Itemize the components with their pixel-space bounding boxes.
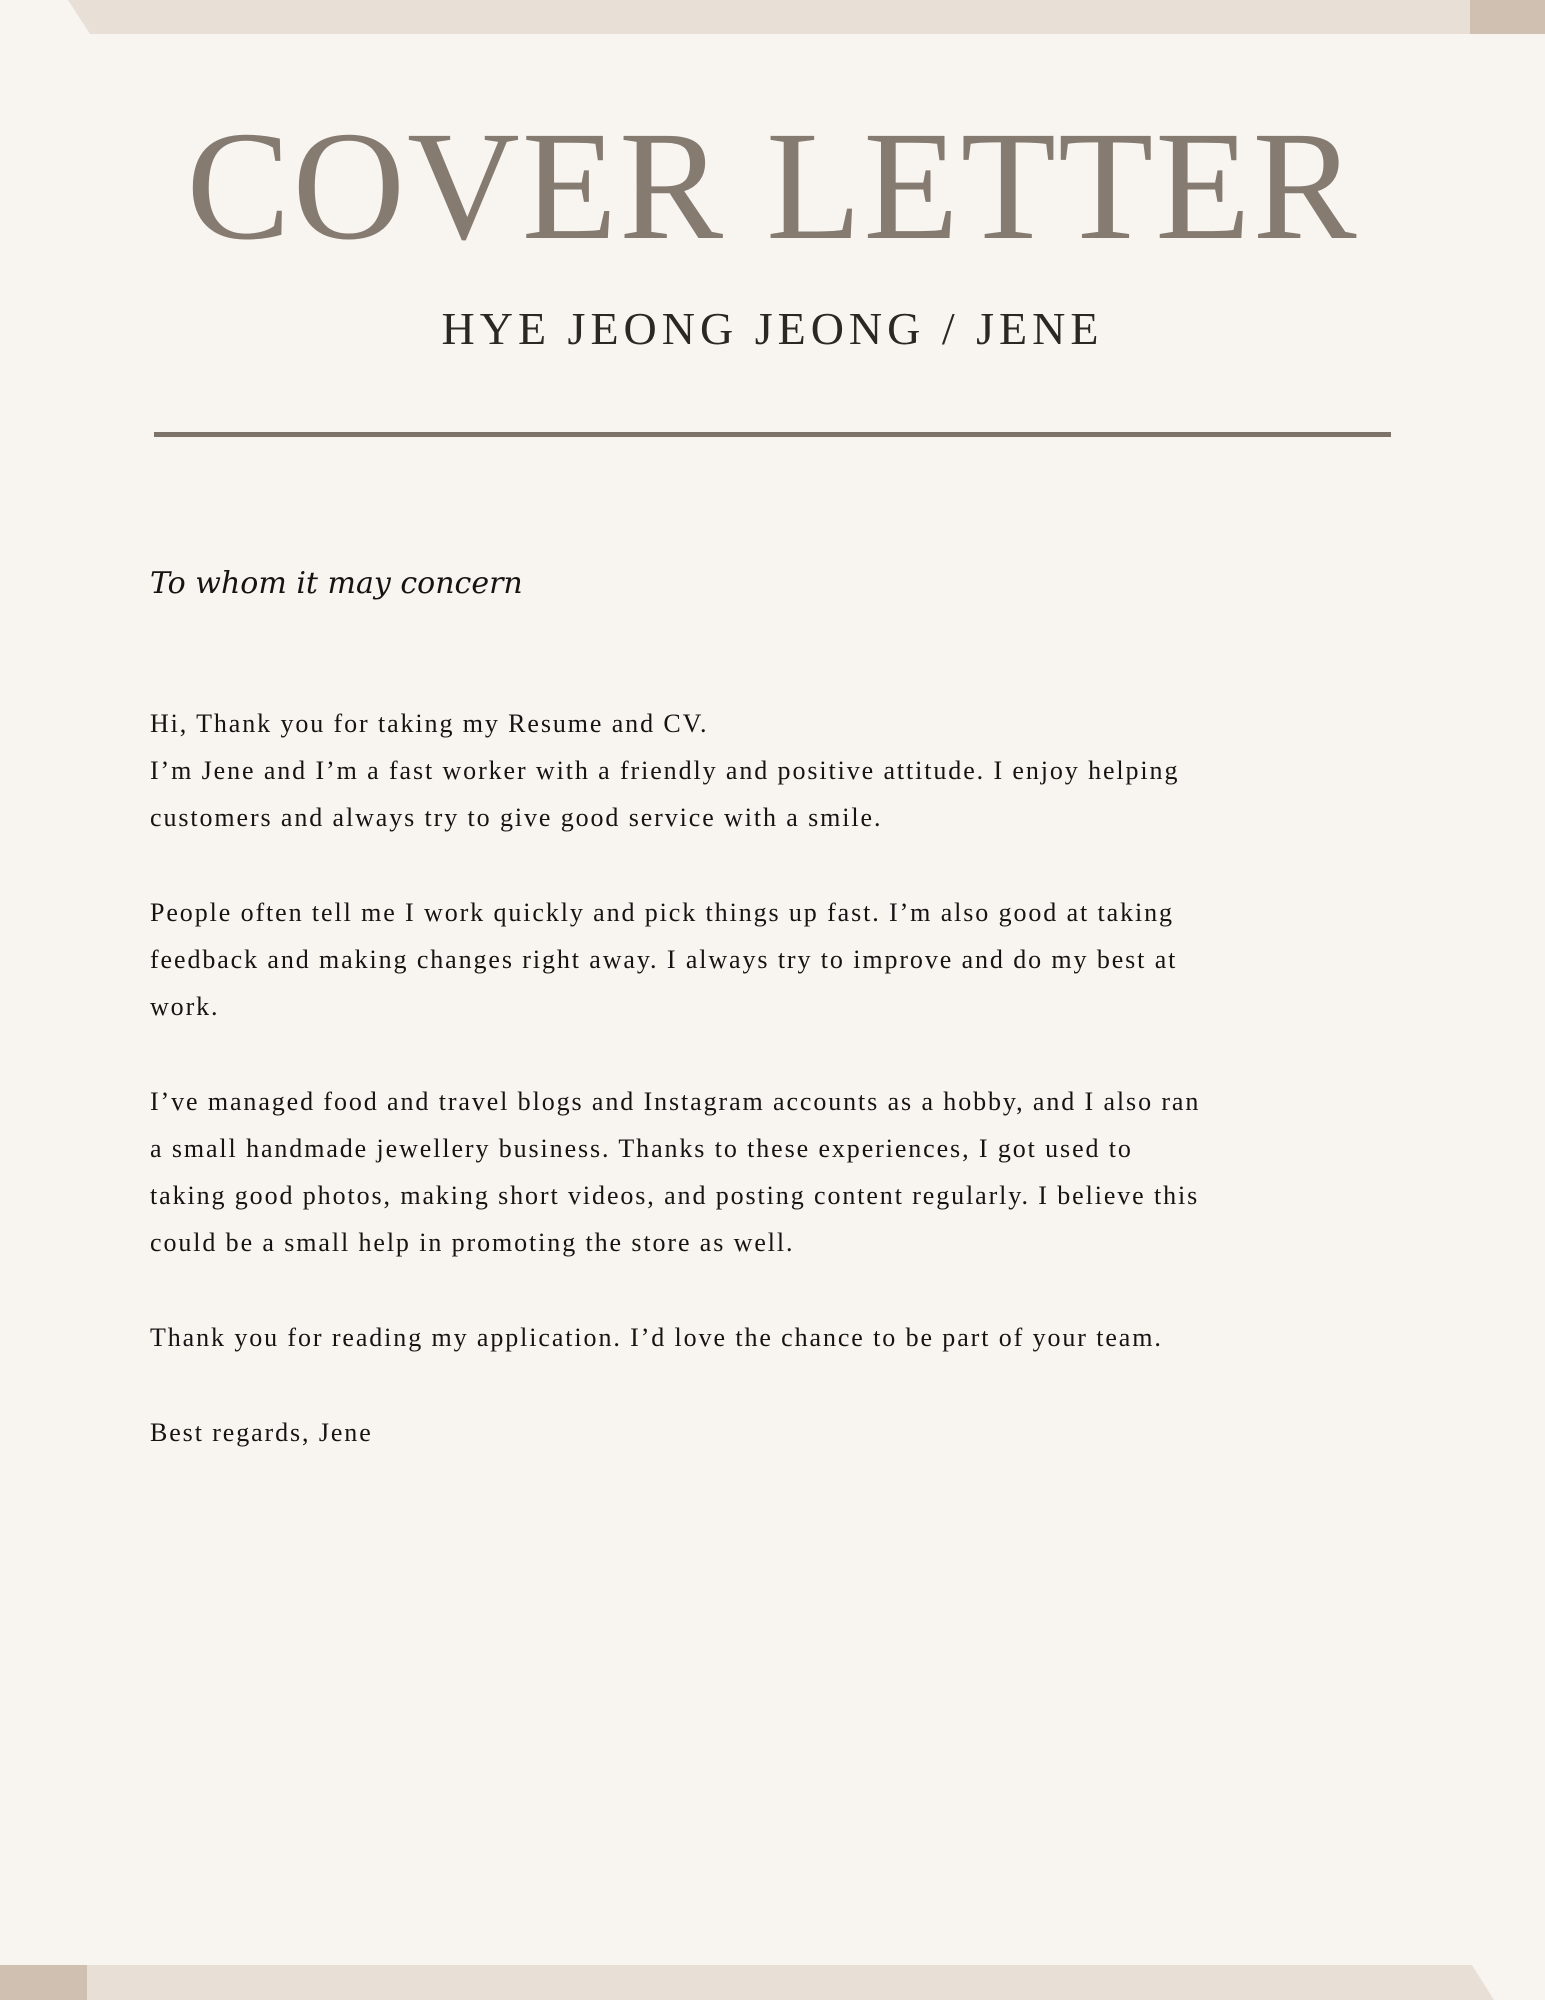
text-line: Best regards, Jene xyxy=(150,1418,373,1447)
paragraph-strengths xyxy=(150,889,1400,1030)
paragraph-thanks xyxy=(150,1314,1400,1361)
text-line: feedback and making changes right away. I always try to improve and do my best at xyxy=(150,945,1178,974)
text-line: taking good photos, making short videos, and posting content regularly. I believe this xyxy=(150,1181,1200,1210)
top-right-accent-block xyxy=(1470,0,1545,34)
text-line: customers and always try to give good service with a smile. xyxy=(150,803,883,832)
header-divider xyxy=(154,432,1391,437)
paragraph-intro xyxy=(150,700,1400,841)
letter-body xyxy=(150,700,1400,1504)
text-line: I’m Jene and I’m a fast worker with a friendly and positive attitude. I enjoy helping xyxy=(150,756,1180,785)
applicant-name: HYE JEONG JEONG / JENE xyxy=(441,303,1104,354)
text-line: a small handmade jewellery business. Thanks to these experiences, I got used to xyxy=(150,1134,1133,1163)
text-line: Thank you for reading my application. I’d love the chance to be part of your team. xyxy=(150,1323,1163,1352)
text-line: could be a small help in promoting the store as well. xyxy=(150,1228,795,1257)
paragraph-experience xyxy=(150,1078,1400,1266)
text-line: work. xyxy=(150,992,220,1021)
salutation: To whom it may concern xyxy=(150,566,523,601)
text-line: People often tell me I work quickly and pick things up fast. I’m also good at taking xyxy=(150,898,1174,927)
text-line: I’ve managed food and travel blogs and Instagram accounts as a hobby, and I also ran xyxy=(150,1087,1201,1116)
text-line: Hi, Thank you for taking my Resume and CV. xyxy=(150,709,709,738)
bottom-left-accent-block xyxy=(0,1965,87,2000)
top-decorative-band xyxy=(68,0,1470,34)
sign-off xyxy=(150,1409,1400,1456)
page-title: COVER LETTER xyxy=(186,99,1359,272)
bottom-decorative-band xyxy=(87,1965,1494,2000)
